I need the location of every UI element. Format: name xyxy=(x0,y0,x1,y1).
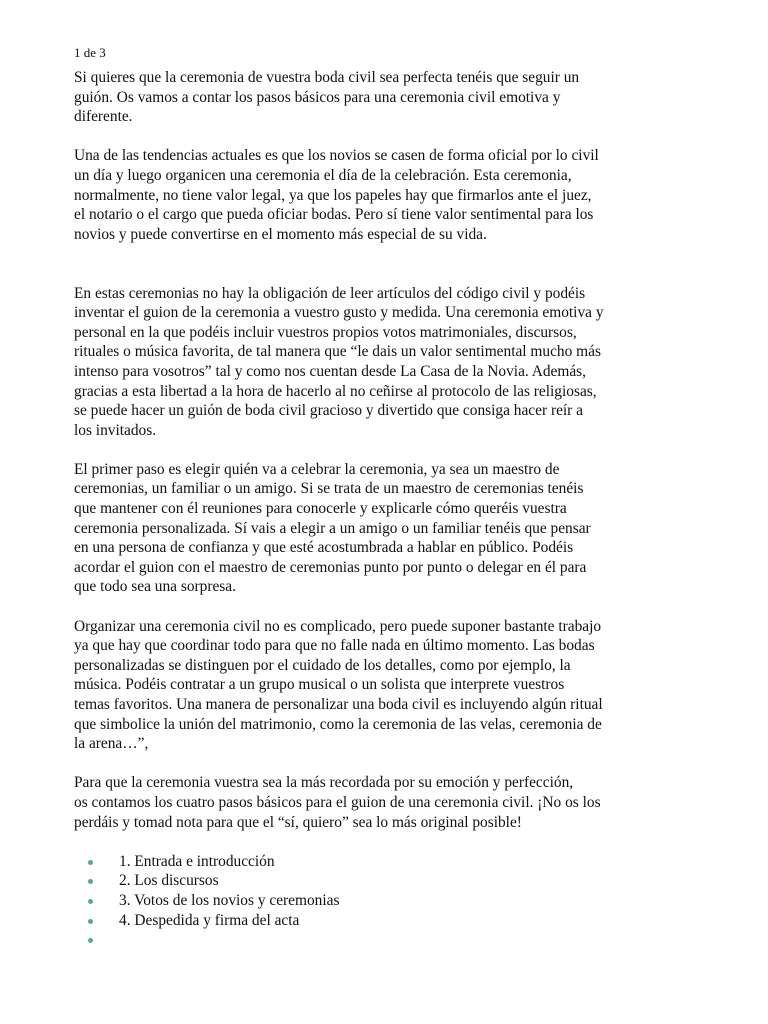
paragraph-first-step xyxy=(74,460,714,597)
list-item-label: 4. Despedida y firma del acta xyxy=(119,911,300,929)
text-line: ceremonias, un familiar o un amigo. Si se trata de un maestro de ceremonias tenéis xyxy=(74,480,584,498)
text-line: acordar el guion con el maestro de ceremonias punto por punto o delegar en él para xyxy=(74,558,587,576)
paragraph-steps-intro xyxy=(74,773,714,832)
list-item xyxy=(74,852,714,872)
text-line: gracias a esta libertad a la hora de hacerlo al no ceñirse al protocolo de las religiosas, xyxy=(74,382,597,400)
text-line: rituales o música favorita, de tal manera que “le dais un valor sentimental mucho más xyxy=(74,343,601,361)
page-number: 1 de 3 xyxy=(74,45,106,60)
text-line: guión. Os vamos a contar los pasos básicos para una ceremonia civil emotiva y xyxy=(74,88,561,106)
bullet-icon xyxy=(88,860,93,865)
bullet-icon xyxy=(88,879,93,884)
document-body xyxy=(74,68,714,950)
text-line: novios y puede convertirse en el momento más especial de su vida. xyxy=(74,225,487,243)
list-item xyxy=(74,930,714,950)
text-line: ya que hay que coordinar todo para que no falle nada en último momento. Las bodas xyxy=(74,637,595,655)
text-line: personalizadas se distinguen por el cuidado de los detalles, como por ejemplo, la xyxy=(74,656,571,674)
list-item-label: 1. Entrada e introducción xyxy=(119,852,275,870)
steps-list xyxy=(74,852,714,950)
text-line: normalmente, no tiene valor legal, ya que los papeles hay que firmarlos ante el juez, xyxy=(74,186,592,204)
list-item-label: 3. Votos de los novios y ceremonias xyxy=(119,891,340,909)
text-line: que simbolice la unión del matrimonio, como la ceremonia de las velas, ceremonia de xyxy=(74,715,602,733)
text-line: os contamos los cuatro pasos básicos para el guion de una ceremonia civil. ¡No os los xyxy=(74,793,601,811)
bullet-icon xyxy=(88,938,93,943)
bullet-icon xyxy=(88,919,93,924)
text-line: intenso para vosotros” tal y como nos cuentan desde La Casa de la Novia. Además, xyxy=(74,362,587,380)
text-line: que mantener con él reuniones para conocerle y explicarle cómo queréis vuestra xyxy=(74,500,567,518)
text-line: temas favoritos. Una manera de personalizar una boda civil es incluyendo algún ritual xyxy=(74,696,603,713)
text-line: El primer paso es elegir quién va a celebrar la ceremonia, ya sea un maestro de xyxy=(74,460,560,478)
text-line: se puede hacer un guión de boda civil gracioso y divertido que consiga hacer reír a xyxy=(74,402,583,420)
text-line: inventar el guion de la ceremonia a vuestro gusto y medida. Una ceremonia emotiva y xyxy=(74,304,604,322)
paragraph-intro xyxy=(74,68,714,127)
text-line: perdáis y tomad nota para que el “sí, quiero” sea lo más original posible! xyxy=(74,813,522,831)
text-line: que todo sea una sorpresa. xyxy=(74,578,236,596)
list-item xyxy=(74,891,714,911)
text-line: en una persona de confianza y que esté acostumbrada a hablar en público. Podéis xyxy=(74,539,574,557)
paragraph-organize xyxy=(74,617,714,754)
text-line: diferente. xyxy=(74,108,133,126)
text-line: Una de las tendencias actuales es que los novios se casen de forma oficial por lo civil xyxy=(74,147,599,165)
list-item xyxy=(74,871,714,891)
list-item-label: 2. Los discursos xyxy=(119,872,219,890)
text-line: En estas ceremonias no hay la obligación de leer artículos del código civil y podéis xyxy=(74,284,586,302)
text-line: el notario o el cargo que pueda oficiar bodas. Pero sí tiene valor sentimental para los xyxy=(74,206,594,224)
text-line: música. Podéis contratar a un grupo musical o un solista que interprete vuestros xyxy=(74,676,565,694)
text-line: un día y luego organicen una ceremonia el día de la celebración. Esta ceremonia, xyxy=(74,166,572,184)
text-line: Para que la ceremonia vuestra sea la más recordada por su emoción y perfección, xyxy=(74,774,574,792)
text-line: personal en la que podéis incluir vuestros propios votos matrimoniales, discursos, xyxy=(74,323,577,341)
text-line: los invitados. xyxy=(74,421,157,439)
text-line: Organizar una ceremonia civil no es complicado, pero puede suponer bastante trabajo xyxy=(74,617,602,635)
text-line: Si quieres que la ceremonia de vuestra boda civil sea perfecta tenéis que seguir un xyxy=(74,69,580,86)
paragraph-freedom xyxy=(74,284,714,441)
list-item xyxy=(74,911,714,931)
text-line: la arena…”, xyxy=(74,735,149,753)
bullet-icon xyxy=(88,899,93,904)
paragraph-trends xyxy=(74,146,714,244)
text-line: ceremonia personalizada. Sí vais a elegir a un amigo o un familiar tenéis que pensar xyxy=(74,519,591,537)
